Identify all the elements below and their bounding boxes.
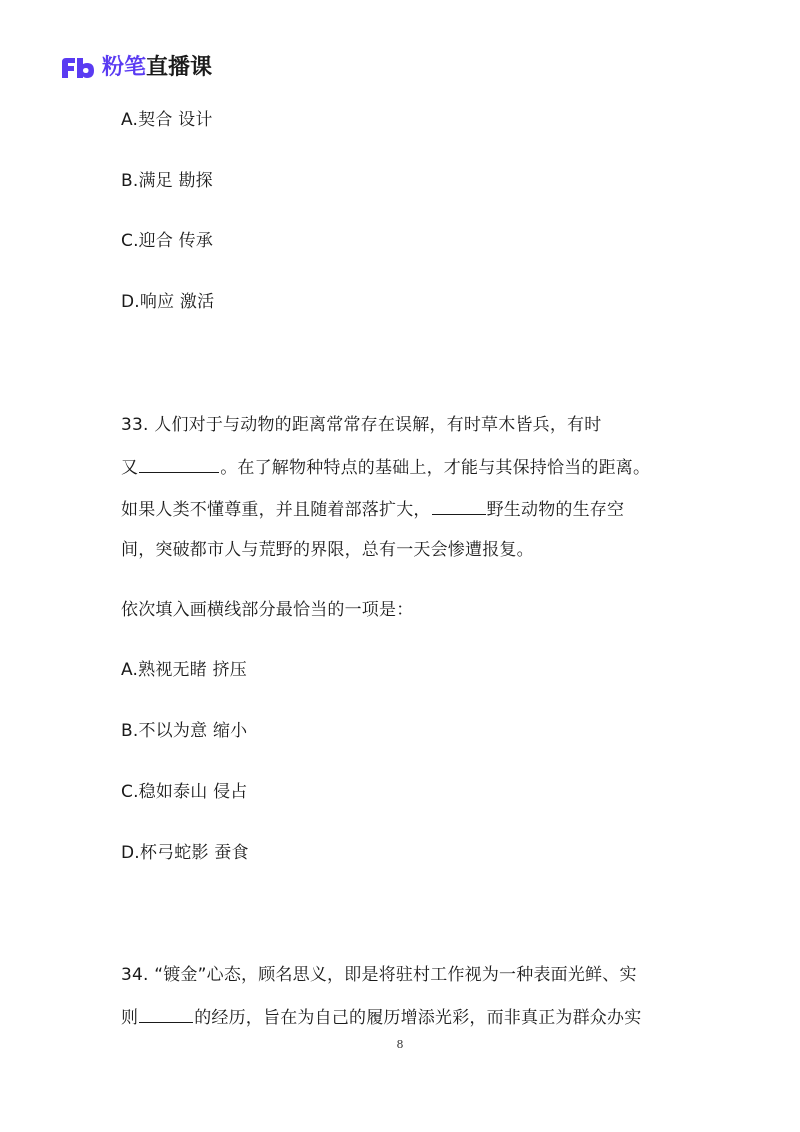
q33-line2-post: 。在了解物种特点的基础上，才能与其保持恰当的距离。 [220,458,651,478]
q33-line2-pre: 又 [121,458,139,478]
q32-option-c: C.迎合 传承 [121,231,214,251]
q34-stem-line-1: 34. “镀金”心态，顾名思义，即是将驻村工作视为一种表面光鲜、实 [121,965,637,985]
q33-line3-post: 野生动物的生存空 [486,500,625,520]
answer-blank [139,1005,193,1023]
q33-stem-line-3 [121,497,624,522]
logo-text [102,57,212,79]
q33-stem-line-1: 33. 人们对于与动物的距离常常存在误解，有时草木皆兵，有时 [121,415,602,435]
q34-line2-post: 的经历，旨在为自己的履历增添光彩，而非真正为群众办实 [194,1008,642,1028]
answer-blank [139,455,219,473]
logo-brand: 粉笔 [102,55,147,80]
header-logo [60,52,212,84]
q33-option-a: A.熟视无睹 挤压 [121,660,247,680]
q34-line2-pre: 则 [121,1008,139,1028]
q33-line3-pre: 如果人类不懂尊重，并且随着部落扩大， [121,500,431,520]
q33-option-d: D.杯弓蛇影 蚕食 [121,843,249,863]
q34-stem-line-2 [121,1005,641,1030]
answer-blank [432,497,486,515]
page-number: 8 [396,1038,404,1051]
q33-prompt: 依次填入画横线部分最恰当的一项是： [121,600,414,620]
fb-logo-icon [60,56,96,80]
q33-stem-line-4: 间，突破都市人与荒野的界限，总有一天会惨遭报复。 [121,540,534,560]
q33-option-c: C.稳如泰山 侵占 [121,782,248,802]
logo-product: 直播课 [146,55,213,80]
q32-option-a: A.契合 设计 [121,110,213,130]
q32-option-d: D.响应 激活 [121,292,215,312]
q32-option-b: B.满足 勘探 [121,171,213,191]
q33-stem-line-2 [121,455,650,480]
q33-option-b: B.不以为意 缩小 [121,721,248,741]
